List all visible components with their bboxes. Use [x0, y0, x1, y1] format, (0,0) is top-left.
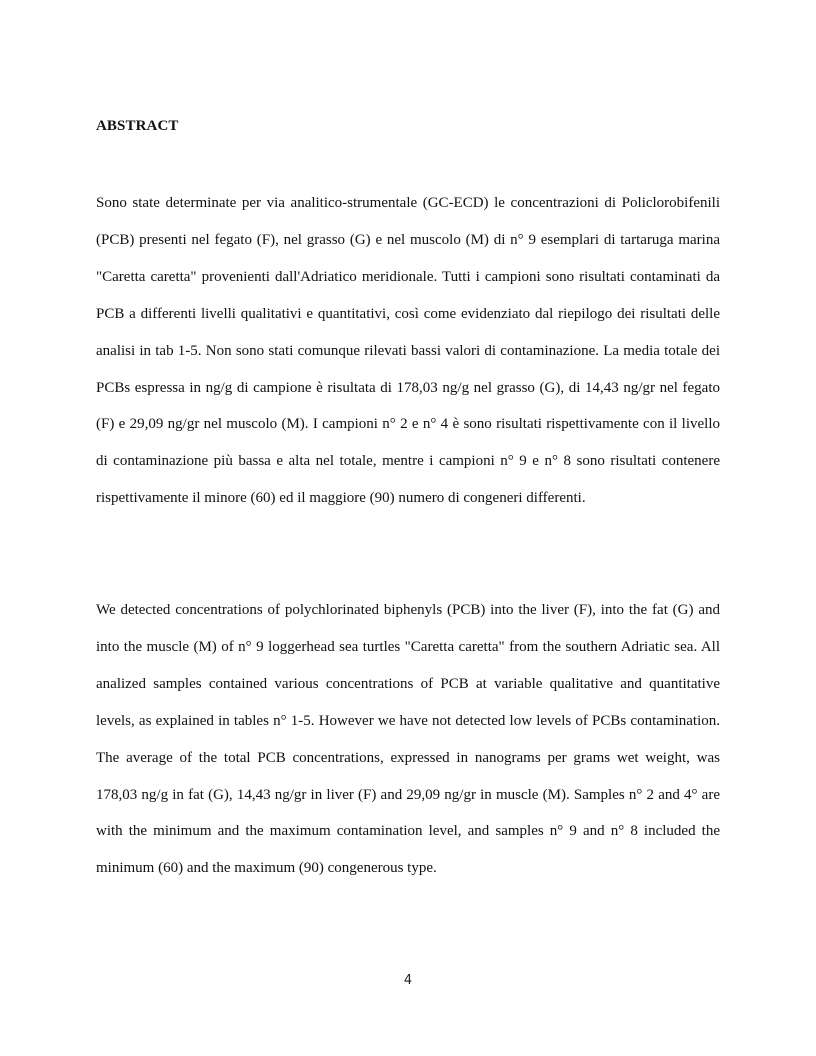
page-number: 4: [403, 973, 413, 988]
abstract-paragraph-english: We detected concentrations of polychlorinated biphenyls (PCB) into the liver (F), into the fat (G) and into the muscle (M) of n° 9 loggerhead sea turtles "Caretta caretta" from the southern Adriatic sea. All analized samples contained various concentrations of PCB at variable qualitative and quantitative levels, as explained in tables n° 1-5. However we have not detected low levels of PCBs contamination. The average of the total PCB concentrations, expressed in nanograms per grams wet weight, was 178,03 ng/g in fat (G), 14,43 ng/gr in liver (F) and 29,09 ng/gr in muscle (M). Samples n° 2 and 4° are with the minimum and the maximum contamination level, and samples n° 9 and n° 8 included the minimum (60) and the maximum (90) congenerous type.: [96, 602, 720, 877]
abstract-paragraph-italian: Sono state determinate per via analitico-strumentale (GC-ECD) le concentrazioni di Policlorobifenili (PCB) presenti nel fegato (F), nel grasso (G) e nel muscolo (M) di n° 9 esemplari di tartaruga marina "Caretta caretta" provenienti dall'Adriatico meridionale. Tutti i campioni sono risultati contaminati da PCB a differenti livelli qualitativi e quantitativi, così come evidenziato dal riepilogo dei risultati delle analisi in tab 1-5. Non sono stati comunque rilevati bassi valori di contaminazione. La media totale dei PCBs espressa in ng/g di campione è risultata di 178,03 ng/g nel grasso (G), di 14,43 ng/gr nel fegato (F) e 29,09 ng/gr nel muscolo (M). I campioni n° 2 e n° 4 è sono risultati rispettivamente con il livello di contaminazione più bassa e alta nel totale, mentre i campioni n° 9 e n° 8 sono risultati contenere rispettivamente il minore (60) ed il maggiore (90) numero di congeneri differenti.: [96, 195, 720, 507]
abstract-heading: ABSTRACT: [96, 118, 179, 134]
